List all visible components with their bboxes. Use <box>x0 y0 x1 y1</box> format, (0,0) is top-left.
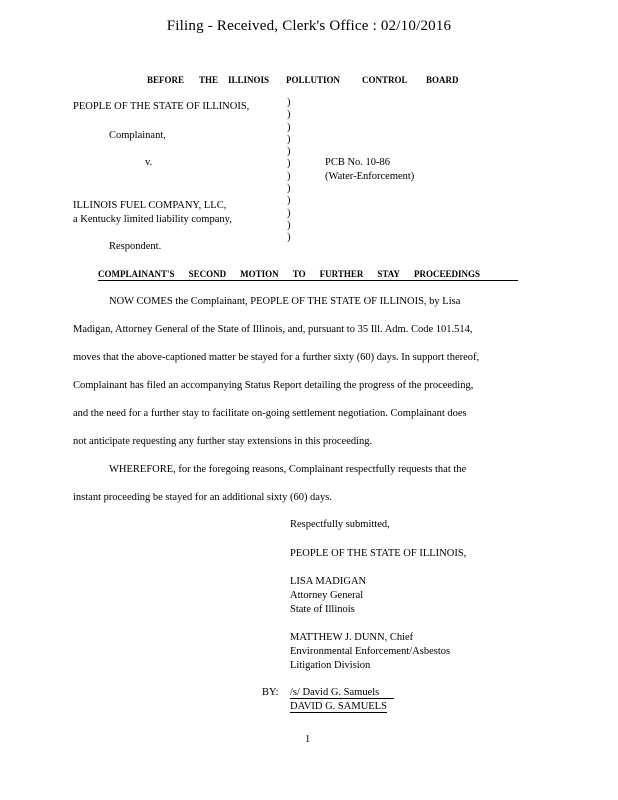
para2-line-1: WHEREFORE, for the foregoing reasons, Complainant respectfully requests that the <box>109 464 467 475</box>
motion-title <box>98 269 518 281</box>
para1-line-4: Complainant has filed an accompanying Status Report detailing the progress of the proceeding, <box>73 380 474 391</box>
motion-title-word: COMPLAINANT'S <box>98 269 175 279</box>
motion-title-word: SECOND <box>188 269 227 279</box>
board-word-before: BEFORE <box>147 75 185 85</box>
electronic-signature: /s/ David G. Samuels <box>290 687 394 699</box>
case-number: PCB No. 10-86 <box>325 157 391 168</box>
chief-division-line1: Environmental Enforcement/Asbestos <box>290 646 451 657</box>
motion-title-word: FURTHER <box>319 269 364 279</box>
defendant-name: ILLINOIS FUEL COMPANY, LLC, <box>73 200 227 211</box>
complainant-label: Complainant, <box>109 130 166 141</box>
motion-title-word: TO <box>292 269 306 279</box>
motion-title-word: STAY <box>377 269 400 279</box>
board-word-illinois: ILLINOIS <box>228 75 270 85</box>
board-word-control: CONTROL <box>362 75 408 85</box>
para2-line-2: instant proceeding be stayed for an additional sixty (60) days. <box>73 492 332 503</box>
page-number: 1 <box>305 734 311 745</box>
attorney-general-state: State of Illinois <box>290 604 355 615</box>
chief-division-line2: Litigation Division <box>290 660 371 671</box>
board-word-the: THE <box>199 75 219 85</box>
para1-line-2: Madigan, Attorney General of the State of Illinois, and, pursuant to 35 Ill. Adm. Code 101.514, <box>73 324 473 335</box>
para1-line-6: not anticipate requesting any further stay extensions in this proceeding. <box>73 436 373 447</box>
attorney-general-title: Attorney General <box>290 590 364 601</box>
para1-line-5: and the need for a further stay to facilitate on-going settlement negotiation. Complainant does <box>73 408 467 419</box>
para1-line-3: moves that the above-captioned matter be stayed for a further sixty (60) days. In support thereof, <box>73 352 480 363</box>
board-word-board: BOARD <box>426 75 459 85</box>
chief-name: MATTHEW J. DUNN, Chief <box>290 632 414 643</box>
closing-respectfully: Respectfully submitted, <box>290 519 390 530</box>
plaintiff-name: PEOPLE OF THE STATE OF ILLINOIS, <box>73 101 250 112</box>
board-word-pollution: POLLUTION <box>286 75 341 85</box>
attorney-general-name: LISA MADIGAN <box>290 576 367 587</box>
motion-title-word: MOTION <box>240 269 279 279</box>
versus-label: v. <box>145 157 153 168</box>
by-label: BY: <box>262 687 279 698</box>
motion-title-word: PROCEEDINGS <box>413 269 480 279</box>
filing-stamp: Filing - Received, Clerk's Office : 02/10/2016 <box>166 18 452 34</box>
caption-parenthesis-column: ) ) ) ) ) ) ) ) ) ) ) ) <box>287 97 291 244</box>
signature-party: PEOPLE OF THE STATE OF ILLINOIS, <box>290 548 467 559</box>
para1-line-1: NOW COMES the Complainant, PEOPLE OF THE STATE OF ILLINOIS, by Lisa <box>109 296 461 307</box>
signer-name: DAVID G. SAMUELS <box>290 701 387 712</box>
defendant-description: a Kentucky limited liability company, <box>73 214 232 225</box>
case-type: (Water-Enforcement) <box>325 171 415 182</box>
respondent-label: Respondent. <box>109 241 162 252</box>
